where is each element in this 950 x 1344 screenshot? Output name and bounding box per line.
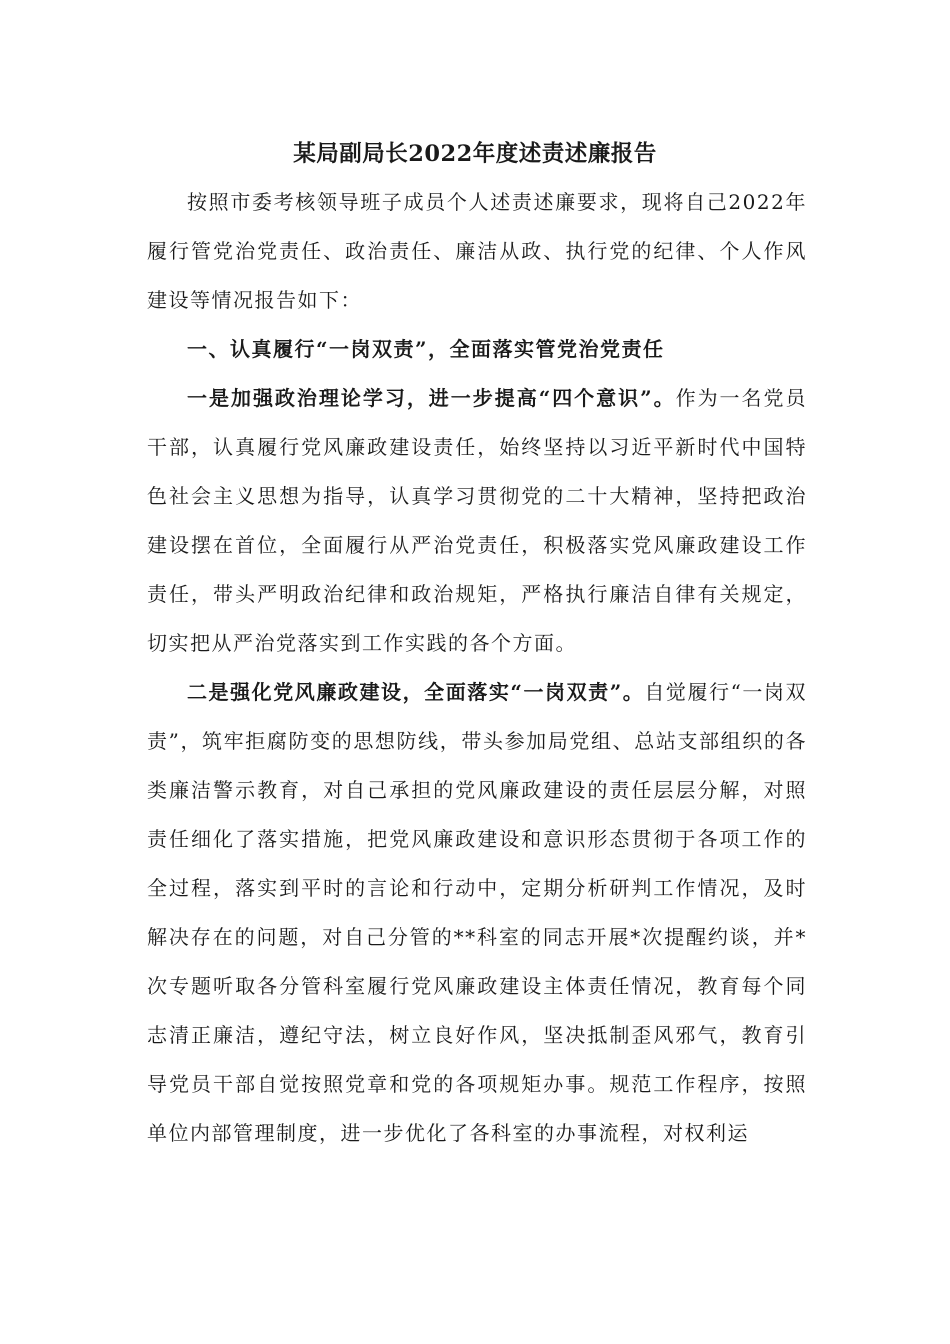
section-heading: 一、认真履行“一岗双责”，全面落实管党治党责任 [187,337,665,361]
point-one-text: 作为一名党员干部，认真履行党风廉政建设责任，始终坚持以习近平新时代中国特色社会主义思想为指导，认真学习贯彻党的二十大精神，坚持把政治建设摆在首位，全面履行从严治党责任，积极落实党风廉政建设工作责任，带头严明政治纪律和政治规矩，严格执行廉洁自律有关规定，切实把从严治党落实到工作实践的各个方面。 [147,386,808,655]
point-two-text: 自觉履行“一岗双责”，筑牢拒腐防变的思想防线，带头参加局党组、总站支部组织的各类廉洁警示教育，对自己承担的党风廉政建设的责任层层分解，对照责任细化了落实措施，把党风廉政建设和意识形态贯彻于各项工作的全过程，落实到平时的言论和行动中，定期分析研判工作情况，及时解决存在的问题，对自己分管的**科室的同志开展*次提醒约谈，并*次专题听取各分管科室履行党风廉政建设主体责任情况，教育每个同志清正廉洁，遵纪守法，树立良好作风，坚决抵制歪风邪气，教育引导党员干部自觉按照党章和党的各项规矩办事。规范工作程序，按照单位内部管理制度，进一步优化了各科室的办事流程，对权利运 [147,680,807,1145]
document-body [147,178,807,1158]
intro-paragraph: 按照市委考核领导班子成员个人述责述廉要求，现将自己2022年履行管党治党责任、政治责任、廉洁从政、执行党的纪律、个人作风建设等情况报告如下： [147,190,807,312]
point-two-lead: 二是强化党风廉政建设，全面落实“一岗双责”。 [187,680,645,704]
point-one-lead: 一是加强政治理论学习，进一步提高“四个意识”。 [187,386,676,410]
point-two-paragraph [147,668,807,1158]
document-title: 某局副局长2022年度述责述廉报告 [293,141,657,167]
point-one-paragraph [147,374,807,668]
